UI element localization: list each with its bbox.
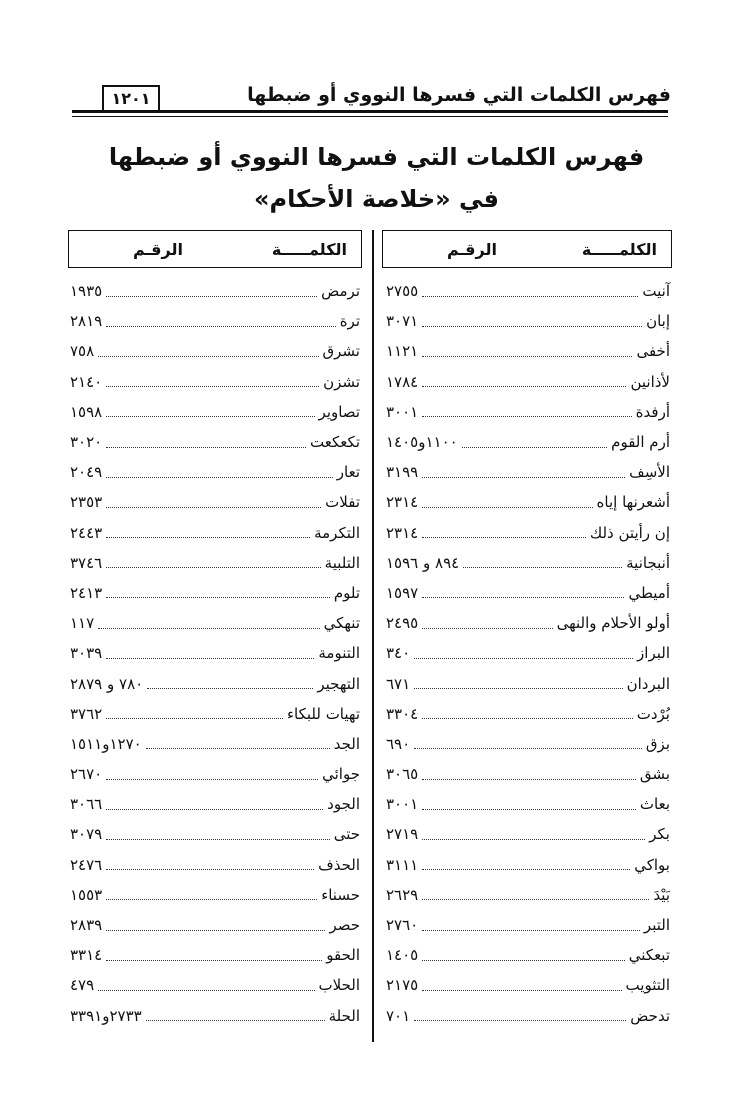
entry-number: ٣٠٦٦ [70, 795, 103, 814]
entry-word: الجود [327, 795, 360, 814]
left-column-entry [70, 548, 360, 578]
left-number-header: الرقـم [133, 239, 183, 259]
entry-number: ٢٤١٣ [70, 583, 103, 602]
right-column-entry [386, 457, 670, 487]
left-column-entry [70, 970, 360, 1000]
header-rule-thick [72, 110, 668, 113]
entry-number: ٣١١١ [386, 855, 419, 874]
entry-number: ١١٢١ [386, 342, 419, 361]
leader-dots [422, 960, 625, 961]
leader-dots [422, 296, 638, 297]
left-column-entry [70, 789, 360, 819]
entry-number: ٣٣٠٤ [386, 704, 419, 723]
leader-dots [422, 326, 642, 327]
entry-number: ١١٠٠و١٤٠٥ [386, 433, 458, 452]
leader-dots [106, 930, 325, 931]
entry-word: ترة [339, 312, 360, 331]
leader-dots [414, 1020, 626, 1021]
left-column-entry [70, 457, 360, 487]
entry-word: الحقو [326, 946, 360, 965]
leader-dots [422, 597, 624, 598]
entry-word: تبعكني [628, 946, 670, 965]
entry-word: تصاوير [318, 402, 360, 421]
entry-word: أولو الأحلام والنهى [556, 614, 670, 633]
leader-dots [422, 416, 631, 417]
leader-dots [422, 628, 552, 629]
leader-dots [106, 899, 317, 900]
entry-word: حتى [333, 825, 360, 844]
entry-number: ٨٩٤ و ١٥٩٦ [386, 553, 460, 572]
left-column-entry [70, 759, 360, 789]
leader-dots [422, 507, 592, 508]
left-column-entry [70, 940, 360, 970]
right-number-header: الرقـم [447, 239, 497, 259]
right-column-entry [386, 306, 670, 336]
left-column-entry [70, 608, 360, 638]
entry-word: بزق [645, 734, 670, 753]
left-column-entry [70, 397, 360, 427]
page-number-box [102, 85, 160, 112]
entry-word: أخفى [636, 342, 670, 361]
entry-word: تعار [336, 463, 360, 482]
leader-dots [146, 748, 330, 749]
entry-word: إن رأيتن ذلك [589, 523, 670, 542]
right-column-entry [386, 880, 670, 910]
entry-word: أشعرنها إياه [596, 493, 670, 512]
leader-dots [414, 688, 622, 689]
leader-dots [106, 718, 283, 719]
entry-word: إبان [646, 312, 670, 331]
entry-word: تشرق [322, 342, 360, 361]
column-divider [372, 230, 374, 1042]
leader-dots [422, 930, 640, 931]
right-column-entry [386, 699, 670, 729]
leader-dots [98, 990, 314, 991]
leader-dots [147, 688, 313, 689]
entry-number: ٧٥٨ [70, 342, 95, 361]
entry-number: ٣٠٧٩ [70, 825, 103, 844]
entry-word: أرم القوم [611, 433, 670, 452]
entry-number: ٧٠١ [386, 1006, 411, 1025]
page-number: ١٢٠١ [111, 89, 151, 108]
leader-dots [98, 356, 318, 357]
left-column-entry [70, 910, 360, 940]
entry-number: ٣١٩٩ [386, 463, 419, 482]
right-column-entry [386, 910, 670, 940]
leader-dots [106, 960, 322, 961]
entry-number: ١٢٧٠و١٥١١ [70, 734, 142, 753]
right-column-entry [386, 548, 670, 578]
left-column-entry [70, 819, 360, 849]
leader-dots [106, 779, 318, 780]
right-column-entry [386, 940, 670, 970]
entry-word: تفلات [325, 493, 360, 512]
left-column-entry [70, 518, 360, 548]
entry-word: لأذانين [630, 372, 670, 391]
right-column-entry [386, 487, 670, 517]
index-subtitle: في «خلاصة الأحكام» [254, 185, 499, 213]
entry-number: ٣٠٧١ [386, 312, 419, 331]
leader-dots [422, 990, 621, 991]
leader-dots [106, 296, 317, 297]
entry-word: البراز [637, 644, 670, 663]
right-column-entry [386, 668, 670, 698]
entry-number: ٢٤٧٦ [70, 855, 103, 874]
entry-word: التنومة [318, 644, 360, 663]
entry-number: ٢٧١٩ [386, 825, 419, 844]
leader-dots [422, 839, 645, 840]
entry-word: التهجير [317, 674, 360, 693]
running-header-title: فهرس الكلمات التي فسرها النووي أو ضبطها [247, 84, 671, 106]
leader-dots [106, 386, 319, 387]
leader-dots [422, 537, 586, 538]
left-column-entry [70, 729, 360, 759]
entry-number: ٢٧٦٠ [386, 916, 419, 935]
right-column-entry [386, 819, 670, 849]
entry-number: ٢١٧٥ [386, 976, 419, 995]
entry-word: الحلة [328, 1006, 360, 1025]
right-column-entry [386, 729, 670, 759]
entry-number: ٢٣١٤ [386, 493, 419, 512]
entry-number: ٣٠٠١ [386, 795, 419, 814]
leader-dots [422, 869, 630, 870]
leader-dots [98, 628, 319, 629]
right-index-column [386, 276, 670, 1031]
right-column-entry [386, 970, 670, 1000]
leader-dots [422, 809, 636, 810]
leader-dots [106, 567, 320, 568]
right-column-entry [386, 789, 670, 819]
entry-number: ١١٧ [70, 614, 95, 633]
leader-dots [422, 477, 625, 478]
entry-number: ٣٠٦٥ [386, 765, 419, 784]
right-column-entry [386, 759, 670, 789]
entry-word: جوائي [322, 765, 360, 784]
entry-word: التكرمة [314, 523, 360, 542]
entry-number: ١٩٣٥ [70, 282, 103, 301]
left-column-header [68, 230, 362, 268]
right-column-entry [386, 276, 670, 306]
entry-number: ٢١٤٠ [70, 372, 103, 391]
entry-word: البردان [626, 674, 670, 693]
entry-number: ٢٨٣٩ [70, 916, 103, 935]
left-column-entry [70, 880, 360, 910]
entry-number: ٢٣٥٣ [70, 493, 103, 512]
leader-dots [106, 869, 314, 870]
leader-dots [422, 356, 632, 357]
leader-dots [106, 809, 323, 810]
leader-dots [414, 658, 633, 659]
index-title: فهرس الكلمات التي فسرها النووي أو ضبطها [108, 143, 645, 171]
entry-number: ٦٧١ [386, 674, 411, 693]
entry-number: ٣٣١٤ [70, 946, 103, 965]
entry-word: ترمض [321, 282, 360, 301]
entry-word: حصر [329, 916, 360, 935]
leader-dots [146, 1020, 325, 1021]
left-column-entry [70, 276, 360, 306]
entry-word: بَيْدَ [653, 885, 670, 904]
entry-number: ٤٧٩ [70, 976, 95, 995]
entry-word: تكعكعت [310, 433, 360, 452]
right-word-header: الكلمـــــة [581, 239, 657, 259]
leader-dots [422, 718, 633, 719]
right-column-entry [386, 518, 670, 548]
entry-word: بواكي [634, 855, 670, 874]
entry-number: ٣٠٠١ [386, 402, 419, 421]
leader-dots [106, 416, 314, 417]
left-column-entry [70, 487, 360, 517]
entry-number: ٣٠٣٩ [70, 644, 103, 663]
header-rule-thin [72, 116, 668, 117]
entry-number: ١٤٠٥ [386, 946, 419, 965]
entry-word: التبر [643, 916, 670, 935]
leader-dots [463, 567, 622, 568]
entry-number: ١٥٩٧ [386, 583, 419, 602]
leader-dots [422, 899, 649, 900]
left-word-header: الكلمـــــة [271, 239, 347, 259]
right-column-entry [386, 1001, 670, 1031]
entry-number: ١٥٩٨ [70, 402, 103, 421]
entry-number: ٢٣١٤ [386, 523, 419, 542]
leader-dots [106, 507, 321, 508]
right-column-entry [386, 367, 670, 397]
leader-dots [422, 779, 636, 780]
entry-word: أميطي [628, 583, 670, 602]
entry-word: التثويب [625, 976, 670, 995]
entry-number: ٣٧٤٦ [70, 553, 103, 572]
leader-dots [422, 386, 626, 387]
entry-word: حسناء [321, 885, 360, 904]
entry-number: ٣٤٠ [386, 644, 411, 663]
entry-number: ٢٠٤٩ [70, 463, 103, 482]
leader-dots [106, 597, 330, 598]
entry-word: أرفدة [635, 402, 670, 421]
right-column-header [382, 230, 672, 268]
left-column-entry [70, 638, 360, 668]
entry-number: ٢٤٩٥ [386, 614, 419, 633]
leader-dots [462, 447, 607, 448]
entry-number: ٢٧٥٥ [386, 282, 419, 301]
right-column-entry [386, 578, 670, 608]
right-column-entry [386, 336, 670, 366]
entry-word: تهيات للبكاء [286, 704, 360, 723]
left-column-entry [70, 850, 360, 880]
entry-word: بشق [639, 765, 670, 784]
entry-number: ٢٧٣٣و٣٣٩١ [70, 1006, 142, 1025]
left-column-entry [70, 578, 360, 608]
right-column-entry [386, 608, 670, 638]
left-column-entry [70, 306, 360, 336]
entry-word: بعاث [639, 795, 670, 814]
left-column-entry [70, 427, 360, 457]
entry-word: تنهكي [323, 614, 360, 633]
left-index-column [70, 276, 360, 1031]
left-column-entry [70, 1001, 360, 1031]
entry-word: الأسِف [629, 463, 670, 482]
entry-word: التلبية [324, 553, 360, 572]
right-column-entry [386, 397, 670, 427]
entry-word: الجد [333, 734, 360, 753]
entry-word: تلوم [333, 583, 360, 602]
entry-number: ٢٦٧٠ [70, 765, 103, 784]
leader-dots [106, 326, 335, 327]
leader-dots [106, 537, 310, 538]
entry-word: الحلاب [318, 976, 360, 995]
entry-number: ٣٠٢٠ [70, 433, 103, 452]
entry-word: بكر [649, 825, 670, 844]
entry-word: تدحض [630, 1006, 670, 1025]
left-column-entry [70, 699, 360, 729]
right-column-entry [386, 850, 670, 880]
leader-dots [106, 477, 333, 478]
leader-dots [106, 839, 329, 840]
right-column-entry [386, 427, 670, 457]
left-column-entry [70, 336, 360, 366]
entry-number: ٧٨٠ و ٢٨٧٩ [70, 674, 144, 693]
entry-number: ١٥٥٣ [70, 885, 103, 904]
left-column-entry [70, 668, 360, 698]
right-column-entry [386, 638, 670, 668]
leader-dots [106, 447, 306, 448]
entry-word: تشزن [323, 372, 360, 391]
entry-word: أنبجانية [626, 553, 670, 572]
entry-number: ٣٧٦٢ [70, 704, 103, 723]
entry-number: ٦٩٠ [386, 734, 411, 753]
entry-word: بُرْدت [636, 704, 670, 723]
entry-number: ٢٨١٩ [70, 312, 103, 331]
entry-word: آنيت [642, 282, 670, 301]
leader-dots [106, 658, 314, 659]
entry-word: الحذف [318, 855, 360, 874]
entry-number: ٢٦٢٩ [386, 885, 419, 904]
left-column-entry [70, 367, 360, 397]
entry-number: ٢٤٤٣ [70, 523, 103, 542]
leader-dots [414, 748, 642, 749]
entry-number: ١٧٨٤ [386, 372, 419, 391]
